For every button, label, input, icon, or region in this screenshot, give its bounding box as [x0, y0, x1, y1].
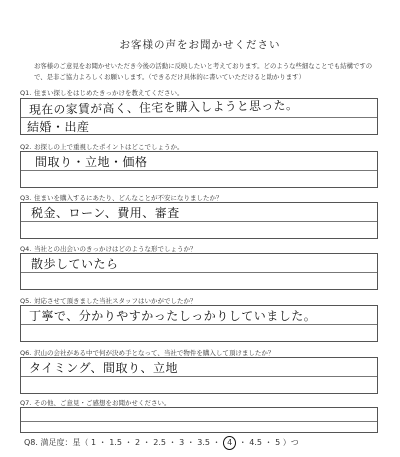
handwritten-answer: 税金、ローン、費用、審査 [31, 206, 180, 220]
question-number: Q1. [20, 89, 32, 97]
rating-option[interactable]: 3 [179, 438, 185, 447]
question-2 [20, 142, 184, 151]
answer-box-5[interactable] [20, 305, 378, 342]
handwritten-answer: 丁寧で、分かりやすかったしっかりしていました。 [29, 309, 317, 323]
question-1 [20, 88, 184, 97]
rating-number: Q8. [24, 438, 38, 447]
rating-option[interactable]: 2.5 [153, 438, 166, 447]
question-text: お探しの上で重視したポイントはどこでしょうか。 [34, 143, 184, 151]
question-number: Q7. [20, 399, 32, 407]
question-number: Q5. [20, 297, 32, 305]
handwritten-answer: タイミング、間取り、立地 [29, 361, 179, 375]
rating-option[interactable]: 2 [135, 438, 141, 447]
answer-box-6[interactable] [20, 357, 378, 394]
rating-option[interactable]: 4.5 [249, 438, 262, 447]
question-6 [20, 348, 274, 357]
page-title: お客様の声をお聞かせください [119, 39, 281, 51]
question-5 [20, 296, 197, 305]
question-text: 対応させて頂きました当社スタッフはいかがでしたか？ [34, 297, 197, 305]
question-number: Q2. [20, 143, 32, 151]
question-4 [20, 244, 197, 253]
handwritten-answer: 間取り・立地・価格 [35, 155, 148, 169]
question-3 [20, 193, 223, 202]
rating-row: Q8. 満足度：星（ 1 ・ 1.5 ・ 2 ・ 2.5 ・ 3 ・ 3.5 ・ 4 ・ 4.5 ・ 5 ）つ [24, 436, 299, 450]
rating-option[interactable]: 3.5 [197, 438, 210, 447]
question-number: Q6. [20, 349, 32, 357]
answer-box-1[interactable] [20, 98, 378, 135]
rating-option[interactable]: 5 [275, 438, 281, 447]
handwritten-answer: 散歩していたら [31, 257, 119, 271]
rating-label: 満足度：星（ [40, 438, 89, 447]
rating-option[interactable]: 1 [91, 438, 97, 447]
question-text: 住まい探しをはじめたきっかけを教えてください。 [34, 89, 184, 97]
rating-close: ）つ [282, 438, 299, 447]
question-number: Q4. [20, 245, 32, 253]
handwritten-answer: 現在の家賃が高く、住宅を購入しようと思った。 [28, 98, 299, 117]
answer-box-7[interactable] [20, 407, 378, 433]
rating-option-selected[interactable]: 4 [223, 436, 236, 450]
question-text: 住まいを購入するにあたり、どんなことが不安になりましたか？ [34, 194, 223, 202]
answer-box-4[interactable] [20, 253, 378, 290]
question-7 [20, 398, 171, 407]
question-number: Q3. [20, 194, 32, 202]
answer-box-3[interactable] [20, 202, 378, 239]
question-text: 当社との出会いのきっかけはどのような形でしょうか？ [34, 245, 197, 253]
answer-box-2[interactable] [20, 151, 378, 188]
question-text: 沢山の会社がある中で何が決め手となって、当社で物件を購入して頂けましたか？ [34, 349, 275, 357]
intro-text: お客様のご意見をお聞かせいただき今後の活動に反映したいと考えております。どのような些細なことでも結構ですので、是非ご協力よろしくお願いします。（できるだけ具体的に書いていただけると助かります） [34, 62, 373, 81]
handwritten-answer: 結婚・出産 [27, 120, 90, 134]
question-text: その他、ご意見・ご感想をお聞かせください。 [34, 399, 171, 407]
